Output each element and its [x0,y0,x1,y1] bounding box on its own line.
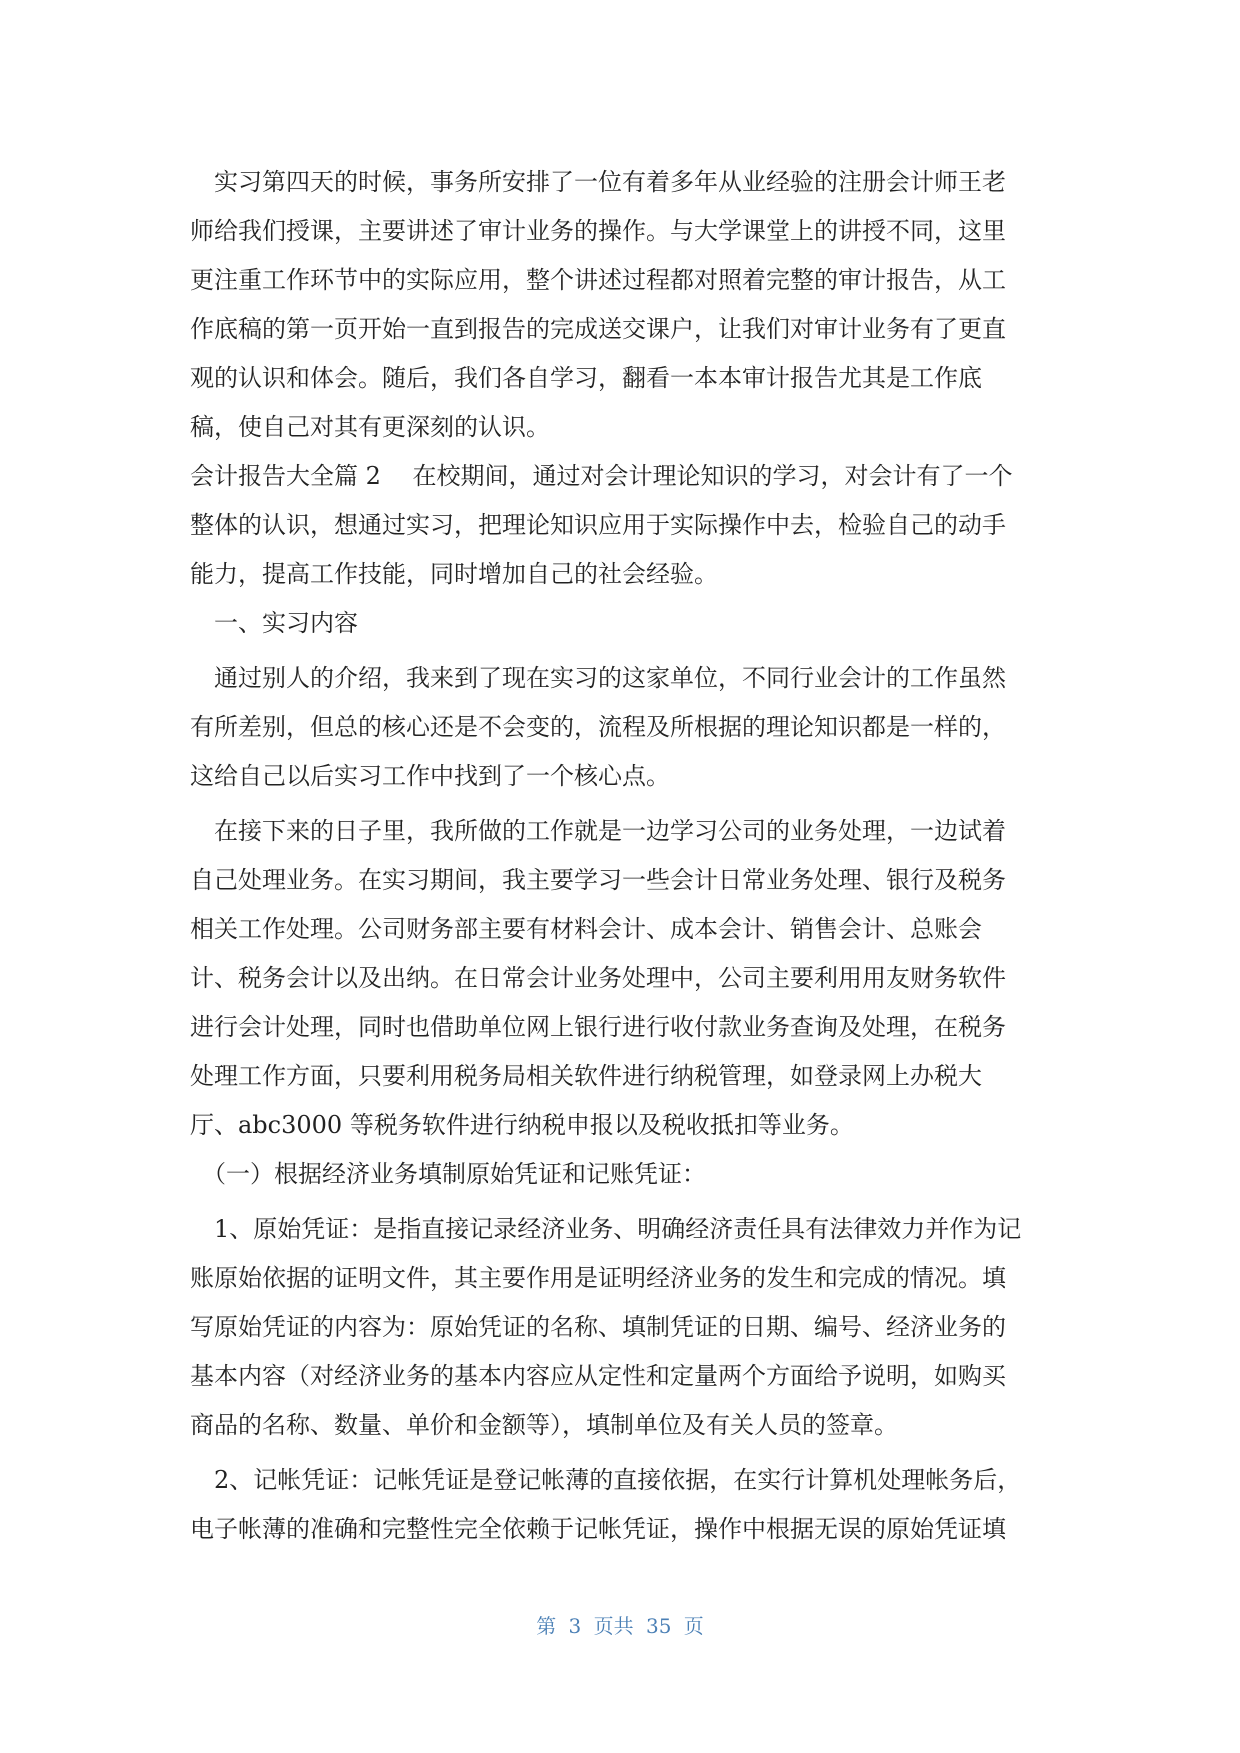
text-line: 观的认识和体会。随后，我们各自学习，翻看一本本审计报告尤其是工作底 [190,364,982,392]
paragraph [190,1150,1050,1199]
paragraph [190,807,1050,1150]
text-line: 这给自己以后实习工作中找到了一个核心点。 [190,762,670,790]
paragraph [190,1205,1050,1450]
paragraph [190,158,1050,452]
text-line: 处理工作方面，只要利用税务局相关软件进行纳税管理，如登录网上办税大 [190,1062,982,1090]
text-line: 更注重工作环节中的实际应用，整个讲述过程都对照着完整的审计报告，从工 [190,266,1006,294]
text-line: 相关工作处理。公司财务部主要有材料会计、成本会计、销售会计、总账会 [190,915,982,943]
text-line: 一、实习内容 [190,609,358,637]
document-body [190,158,1050,1554]
text-line: 账原始依据的证明文件，其主要作用是证明经济业务的发生和完成的情况。填 [190,1264,1006,1292]
text-line: 能力，提高工作技能，同时增加自己的社会经验。 [190,560,718,588]
text-line: 进行会计处理，同时也借助单位网上银行进行收付款业务查询及处理，在税务 [190,1013,1006,1041]
text-line: 自己处理业务。在实习期间，我主要学习一些会计日常业务处理、银行及税务 [190,866,1006,894]
text-line: 计、税务会计以及出纳。在日常会计业务处理中，公司主要利用用友财务软件 [190,964,1006,992]
text-line: 写原始凭证的内容为：原始凭证的名称、填制凭证的日期、编号、经济业务的 [190,1313,1006,1341]
paragraph [190,1456,1050,1554]
paragraph [190,452,1050,599]
text-line: 通过别人的介绍，我来到了现在实习的这家单位，不同行业会计的工作虽然 [190,664,1006,692]
text-line: 稿，使自己对其有更深刻的认识。 [190,413,550,441]
text-line: 厅、abc3000 等税务软件进行纳税申报以及税收抵扣等业务。 [190,1111,854,1139]
paragraph [190,599,1050,648]
text-line: 有所差别，但总的核心还是不会变的，流程及所根据的理论知识都是一样的， [190,713,1006,741]
text-line: 1、原始凭证：是指直接记录经济业务、明确经济责任具有法律效力并作为记 [190,1215,1022,1243]
page-footer: 第 3 页共 35 页 [536,1614,704,1638]
text-line: 在接下来的日子里，我所做的工作就是一边学习公司的业务处理，一边试着 [190,817,1006,845]
text-line: 2、记帐凭证：记帐凭证是登记帐薄的直接依据，在实行计算机处理帐务后， [190,1466,1022,1494]
paragraph [190,654,1050,801]
text-line: （一）根据经济业务填制原始凭证和记账凭证： [190,1160,706,1188]
text-line: 师给我们授课，主要讲述了审计业务的操作。与大学课堂上的讲授不同，这里 [190,217,1006,245]
text-line: 整体的认识，想通过实习，把理论知识应用于实际操作中去，检验自己的动手 [190,511,1006,539]
text-line: 作底稿的第一页开始一直到报告的完成送交课户，让我们对审计业务有了更直 [190,315,1006,343]
text-line: 电子帐薄的准确和完整性完全依赖于记帐凭证，操作中根据无误的原始凭证填 [190,1515,1006,1543]
text-line: 会计报告大全篇 2 在校期间，通过对会计理论知识的学习，对会计有了一个 [190,462,1013,490]
text-line: 商品的名称、数量、单价和金额等），填制单位及有关人员的签章。 [190,1411,898,1439]
text-line: 实习第四天的时候，事务所安排了一位有着多年从业经验的注册会计师王老 [190,168,1006,196]
text-line: 基本内容（对经济业务的基本内容应从定性和定量两个方面给予说明，如购买 [190,1362,1006,1390]
